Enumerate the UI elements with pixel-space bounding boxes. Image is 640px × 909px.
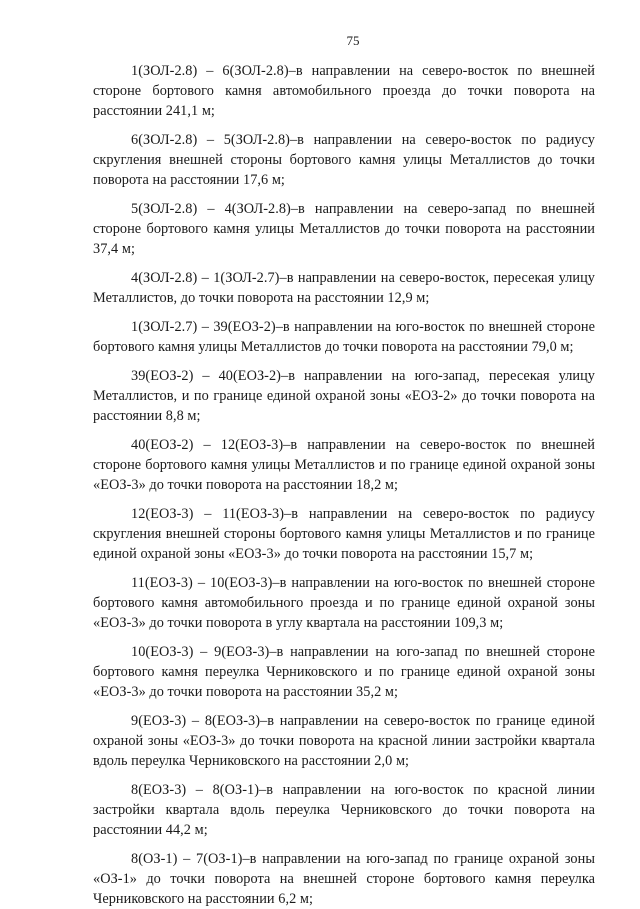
paragraph-7: 40(ЕОЗ-2) – 12(ЕОЗ-3)–в направлении на северо-восток по внешней стороне бортового камня улицы Металлистов и по границе единой охраной зоны «ЕОЗ-3» до точки поворота на расстоянии 18,2 м; (93, 437, 595, 493)
paragraph-13: 8(ОЗ-1) – 7(ОЗ-1)–в направлении на юго-запад по границе охраной зоны «ОЗ-1» до точки поворота на внешней стороне бортового камня переулка Черниковского на расстоянии 6,2 м; (93, 851, 595, 907)
paragraph-12: 8(ЕОЗ-3) – 8(ОЗ-1)–в направлении на юго-восток по красной линии застройки квартала вдоль переулка Черниковского до точки поворота на расстоянии 44,2 м; (93, 782, 595, 838)
paragraph-gap (93, 357, 595, 366)
paragraph-11: 9(ЕОЗ-3) – 8(ЕОЗ-3)–в направлении на северо-восток по границе единой охраной зоны «ЕОЗ-3» до точки поворота на красной линии застройки квартала вдоль переулка Черниковского на расстоянии 2,0 м; (93, 713, 595, 769)
paragraph-2: 6(ЗОЛ-2.8) – 5(ЗОЛ-2.8)–в направлении на северо-восток по радиусу скругления внешней стороны бортового камня улицы Металлистов до точки поворота на расстоянии 17,6 м; (93, 132, 595, 188)
paragraph-gap (93, 426, 595, 435)
paragraph-5: 1(ЗОЛ-2.7) – 39(ЕОЗ-2)–в направлении на юго-восток по внешней стороне бортового камня улицы Металлистов до точки поворота на расстоянии 79,0 м; (93, 319, 595, 355)
paragraph-gap (93, 259, 595, 268)
paragraph-1: 1(ЗОЛ-2.8) – 6(ЗОЛ-2.8)–в направлении на северо-восток по внешней стороне бортового камня автомобильного проезда до точки поворота на расстоянии 241,1 м; (93, 63, 595, 119)
paragraph-8: 12(ЕОЗ-3) – 11(ЕОЗ-3)–в направлении на северо-восток по радиусу скругления внешней стороны бортового камня улицы Металлистов и по границе единой охраной зоны «ЕОЗ-3» до точки поворота на расстоянии 15,7 м; (93, 506, 595, 562)
paragraph-6: 39(ЕОЗ-2) – 40(ЕОЗ-2)–в направлении на юго-запад, пересекая улицу Металлистов, и по границе единой охраной зоны «ЕОЗ-2» до точки поворота на расстоянии 8,8 м; (93, 368, 595, 424)
paragraph-gap (93, 840, 595, 849)
paragraph-4: 4(ЗОЛ-2.8) – 1(ЗОЛ-2.7)–в направлении на северо-восток, пересекая улицу Металлистов, до точки поворота на расстоянии 12,9 м; (93, 270, 595, 306)
paragraph-gap (93, 702, 595, 711)
paragraph-3: 5(ЗОЛ-2.8) – 4(ЗОЛ-2.8)–в направлении на северо-запад по внешней стороне бортового камня улицы Металлистов до точки поворота на расстоянии 37,4 м; (93, 201, 595, 257)
paragraph-gap (93, 564, 595, 573)
paragraph-10: 10(ЕОЗ-3) – 9(ЕОЗ-3)–в направлении на юго-запад по внешней стороне бортового камня переулка Черниковского и по границе единой охраной зоны «ЕОЗ-3» до точки поворота на расстоянии 35,2 м; (93, 644, 595, 700)
paragraph-9: 11(ЕОЗ-3) – 10(ЕОЗ-3)–в направлении на юго-восток по внешней стороне бортового камня автомобильного проезда и по границе единой охраной зоны «ЕОЗ-3» до точки поворота в углу квартала на расстоянии 109,3 м; (93, 575, 595, 631)
paragraph-gap (93, 495, 595, 504)
paragraph-gap (93, 308, 595, 317)
paragraph-gap (93, 121, 595, 130)
paragraph-gap (93, 771, 595, 780)
paragraph-gap (93, 190, 595, 199)
page-number: 75 (346, 33, 360, 48)
paragraph-gap (93, 633, 595, 642)
